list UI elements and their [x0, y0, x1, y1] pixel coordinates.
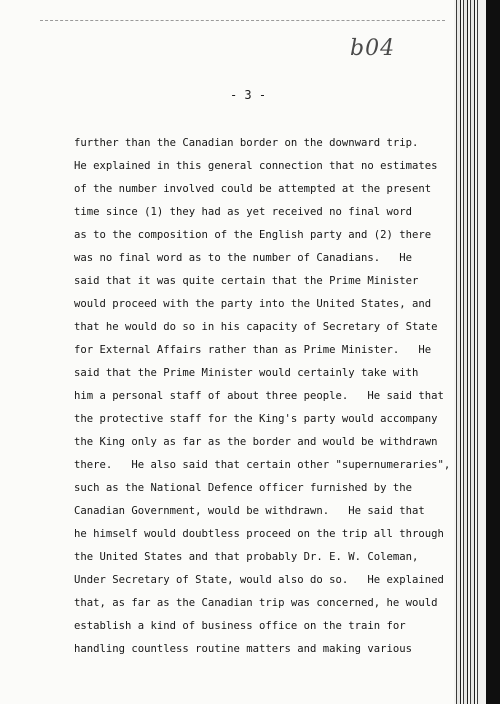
page-stack-gap	[478, 0, 486, 704]
top-rule-divider	[40, 20, 445, 21]
text-line: Under Secretary of State, would also do so. He explained	[74, 574, 444, 586]
text-line: time since (1) they had as yet received no final word	[74, 206, 413, 218]
text-line: for External Affairs rather than as Prime Minister. He	[74, 344, 432, 356]
text-line: the protective staff for the King's party would accompany	[74, 413, 438, 425]
text-line: that he would do so in his capacity of Secretary of State	[74, 321, 438, 333]
text-line: him a personal staff of about three people. He said that	[74, 390, 444, 402]
text-line: Canadian Government, would be withdrawn. He said that	[74, 505, 425, 517]
page-stack-shadow	[486, 0, 500, 704]
text-line: of the number involved could be attempted at the present	[74, 183, 432, 195]
text-line: as to the composition of the English party and (2) there	[74, 229, 432, 241]
text-line: would proceed with the party into the United States, and	[74, 298, 432, 310]
text-line: handling countless routine matters and making various	[74, 643, 413, 655]
page-number: - 3 -	[229, 88, 267, 102]
text-line: said that it was quite certain that the Prime Minister	[74, 275, 419, 287]
text-line: the United States and that probably Dr. E. W. Coleman,	[74, 551, 419, 563]
text-line: was no final word as to the number of Canadians. He	[74, 252, 413, 264]
text-line: such as the National Defence officer furnished by the	[74, 482, 413, 494]
text-line: establish a kind of business office on the train for	[74, 620, 406, 632]
text-line: said that the Prime Minister would certainly take with	[74, 367, 419, 379]
text-line: there. He also said that certain other "supernumeraries",	[74, 459, 451, 471]
handwritten-page-note: b04	[350, 36, 396, 61]
text-line: further than the Canadian border on the downward trip.	[74, 137, 419, 149]
body-text	[74, 132, 454, 661]
text-line: he himself would doubtless proceed on the trip all through	[74, 528, 444, 540]
text-line: the King only as far as the border and would be withdrawn	[74, 436, 438, 448]
text-line: that, as far as the Canadian trip was concerned, he would	[74, 597, 438, 609]
text-line: He explained in this general connection that no estimates	[74, 160, 438, 172]
